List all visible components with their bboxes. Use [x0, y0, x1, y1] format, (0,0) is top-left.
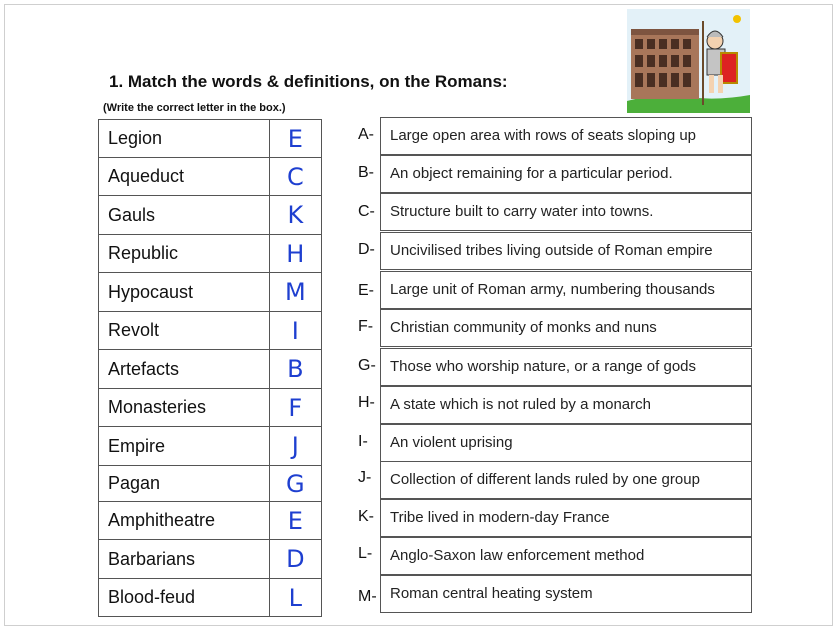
answer-box[interactable]: H	[269, 235, 321, 273]
definition-letter: K-	[358, 508, 374, 525]
table-row	[99, 350, 322, 389]
word-cell: Empire	[99, 427, 270, 466]
word-cell: Hypocaust	[99, 273, 270, 312]
table-row	[99, 389, 322, 427]
table-row	[99, 196, 322, 235]
definition-letter: B-	[358, 164, 374, 181]
word-cell: Republic	[99, 235, 270, 273]
answer-box[interactable]: F	[269, 389, 321, 427]
definition-letter: E-	[358, 282, 374, 299]
table-row	[99, 427, 322, 466]
table-row	[99, 466, 322, 502]
definition-letter: J-	[358, 469, 372, 486]
word-cell: Aqueduct	[99, 158, 270, 196]
definition-box: Large unit of Roman army, numbering thousands	[380, 271, 752, 309]
word-cell: Artefacts	[99, 350, 270, 389]
answer-box[interactable]: M	[269, 273, 321, 312]
word-cell: Gauls	[99, 196, 270, 235]
word-cell: Barbarians	[99, 540, 270, 579]
definition-box: Large open area with rows of seats sloping up	[380, 117, 752, 155]
word-answer-table	[98, 119, 322, 617]
word-cell: Amphitheatre	[99, 502, 270, 540]
table-row	[99, 120, 322, 158]
table-row	[99, 158, 322, 196]
definition-letter: M-	[358, 588, 377, 605]
answer-box[interactable]: I	[269, 312, 321, 350]
answer-box[interactable]: E	[269, 502, 321, 540]
word-cell: Legion	[99, 120, 270, 158]
answer-box[interactable]: B	[269, 350, 321, 389]
answer-box[interactable]: G	[269, 466, 321, 502]
table-row	[99, 579, 322, 617]
definition-letter: A-	[358, 126, 374, 143]
definition-box: Anglo-Saxon law enforcement method	[380, 537, 752, 575]
definition-box: Collection of different lands ruled by one group	[380, 461, 752, 499]
definition-box: Roman central heating system	[380, 575, 752, 613]
table-row	[99, 502, 322, 540]
definition-letter: G-	[358, 357, 376, 374]
definition-letter: I-	[358, 433, 368, 450]
answer-box[interactable]: C	[269, 158, 321, 196]
word-cell: Revolt	[99, 312, 270, 350]
definition-letter: C-	[358, 203, 375, 220]
definition-box: Structure built to carry water into towns.	[380, 193, 752, 231]
definition-letter: F-	[358, 318, 374, 335]
definition-letter: L-	[358, 545, 373, 562]
definition-box: Tribe lived in modern-day France	[380, 499, 752, 537]
word-cell: Blood-feud	[99, 579, 270, 617]
definition-box: Uncivilised tribes living outside of Roman empire	[380, 232, 752, 270]
definition-box: Those who worship nature, or a range of gods	[380, 348, 752, 386]
answer-box[interactable]: J	[269, 427, 321, 466]
definition-letter: D-	[358, 241, 375, 258]
definition-box: An object remaining for a particular period.	[380, 155, 752, 193]
table-row	[99, 312, 322, 350]
table-row	[99, 540, 322, 579]
colosseum-soldier-illustration	[627, 9, 750, 113]
definition-box: An violent uprising	[380, 424, 752, 462]
word-cell: Pagan	[99, 466, 270, 502]
table-row	[99, 235, 322, 273]
definition-box: A state which is not ruled by a monarch	[380, 386, 752, 424]
worksheet-title: 1. Match the words & definitions, on the Romans:	[109, 72, 508, 91]
worksheet-instruction: (Write the correct letter in the box.)	[103, 102, 286, 114]
word-cell: Monasteries	[99, 389, 270, 427]
definition-box: Christian community of monks and nuns	[380, 309, 752, 347]
answer-box[interactable]: K	[269, 196, 321, 235]
table-row	[99, 273, 322, 312]
answer-box[interactable]: D	[269, 540, 321, 579]
definition-letter: H-	[358, 394, 375, 411]
answer-box[interactable]: L	[269, 579, 321, 617]
answer-box[interactable]: E	[269, 120, 321, 158]
